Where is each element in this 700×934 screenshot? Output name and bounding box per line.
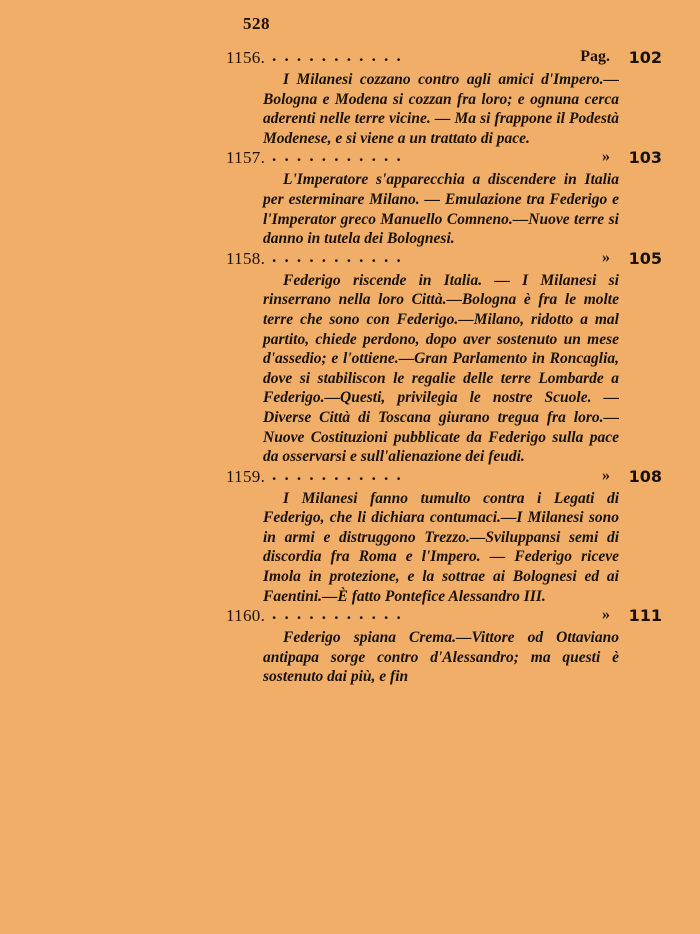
entry-page-number: 105 bbox=[628, 248, 662, 268]
page-number: 528 bbox=[243, 14, 270, 33]
entry-summary: L'Imperatore s'apparecchia a discendere in Italia per esterminare Milano. — Emulazione tra Federigo e l'Imperator greco Manuello Comneno.—Nuove terre si danno in tutela dei Bolognesi. bbox=[263, 171, 619, 248]
entry-year: 1160. bbox=[226, 606, 266, 626]
entry-summary: I Milanesi fanno tumulto contra i Legati di Federigo, che li dichiara contumaci.—I Milanesi sono in armi e distruggono Trezzo.—Sviluppansi semi di discordia fra Roma e l'Impero. — Federigo riceve Imola in protezione, e la sottrae ai Bolognesi ed ai Faentini.—È fatto Pontefice Alessandro III. bbox=[263, 489, 619, 605]
page-label: » bbox=[602, 248, 610, 266]
entry-year: 1157. bbox=[226, 148, 266, 168]
index-entry bbox=[0, 606, 700, 687]
index-entry bbox=[0, 464, 700, 607]
entry-page-number: 102 bbox=[628, 48, 662, 67]
page-label: » bbox=[602, 466, 610, 484]
dot-leaders: ........... bbox=[272, 146, 409, 166]
page-label: » bbox=[602, 148, 610, 166]
entry-summary: Federigo riscende in Italia. — I Milanesi si rinserrano nella loro Città.—Bologna è fra le molte terre che sono con Federigo.—Milano, ridotto a mal partito, chiede perdono, dopo aver sostenuto un mese d'assedio; e l'ottiene.—Gran Parlamento in Roncaglia, dove si stabiliscon le regalie delle terre Lombarde a Federigo.—Questi, privilegia le nostre Scuole. — Diverse Città di Toscana giurano tregua fra loro.—Nuove Costituzioni pubblicate da Federigo sulla pace da osservarsi e sull'alienazione dei feudi. bbox=[263, 271, 619, 466]
entry-heading bbox=[226, 604, 662, 628]
index-entries bbox=[0, 48, 700, 687]
entry-page-number: 108 bbox=[628, 466, 662, 486]
entry-year: 1156. bbox=[226, 48, 266, 67]
entry-year: 1159. bbox=[226, 466, 266, 486]
entry-heading bbox=[226, 246, 662, 271]
index-entry bbox=[0, 48, 700, 148]
dot-leaders: ........... bbox=[272, 604, 409, 624]
entry-heading bbox=[226, 146, 662, 170]
page-label: » bbox=[602, 606, 610, 624]
dot-leaders: ........... bbox=[272, 464, 409, 484]
dot-leaders: ........... bbox=[272, 246, 409, 266]
index-entry bbox=[0, 148, 700, 248]
entry-heading bbox=[226, 464, 662, 489]
dot-leaders: ........... bbox=[272, 46, 409, 65]
page-label: Pag. bbox=[580, 48, 610, 65]
entry-page-number: 103 bbox=[628, 148, 662, 168]
entry-summary: Federigo spiana Crema.—Vittore od Ottaviano antipapa sorge contro d'Alessandro; ma questi è sostenuto dai più, e fin bbox=[263, 629, 619, 686]
entry-heading bbox=[226, 46, 662, 70]
entry-page-number: 111 bbox=[628, 606, 662, 626]
index-entry bbox=[0, 246, 700, 467]
entry-year: 1158. bbox=[226, 248, 266, 268]
entry-summary: I Milanesi cozzano contro agli amici d'Impero.—Bologna e Modena si cozzan fra loro; e ognuna cerca aderenti nelle terre vicine. — Ma si frappone il Podestà Modenese, e si viene a un trattato di pace. bbox=[263, 71, 619, 147]
